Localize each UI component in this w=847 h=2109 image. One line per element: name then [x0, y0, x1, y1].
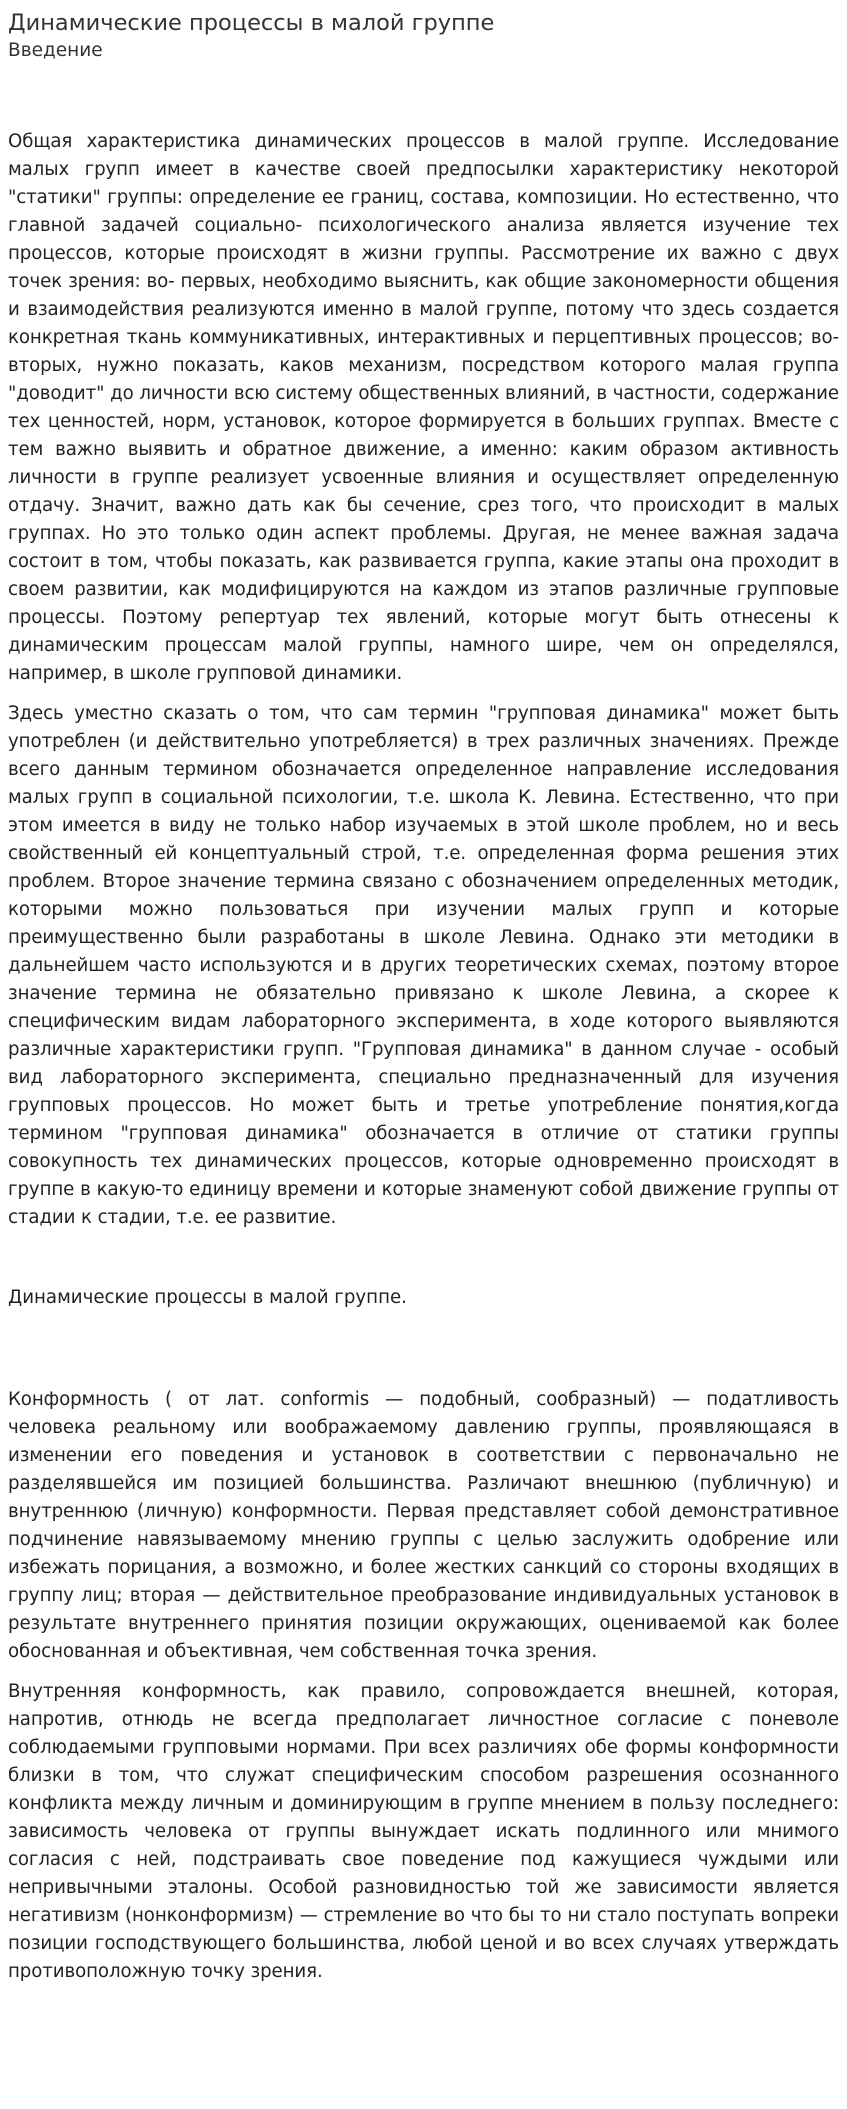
section-heading: Динамические процессы в малой группе.: [8, 1287, 407, 1308]
intro-paragraph-2: Здесь уместно сказать о том, что сам термин "групповая динамика" может быть употреблен (и действительно употребляется) в трех различных значениях. Прежде всего данным термином обозначается определенное направление исследования малых групп в социальной психологии, т.е. школа К. Левина. Естественно, что при этом имеется в виду не только набор изучаемых в этой школе проблем, но и весь свойственный ей концептуальный строй, т.е. определенная форма решения этих проблем. Второе значение термина связано с обозначением определенных методик, которыми можно пользоваться при изучении малых групп и которые преимущественно были разработаны в школе Левина. Однако эти методики в дальнейшем часто используются и в других теоретических схемах, поэтому второе значение термина не обязательно привязано к школе Левина, а скорее к специфическим видам лабораторного эксперимента, в ходе которого выявляются различные характеристики групп. "Групповая динамика" в данном случае - особый вид лабораторного эксперимента, специально предназначенный для изучения групповых процессов. Но может быть и третье употребление понятия,когда термином "групповая динамика" обозначается в отличие от статики группы совокупность тех динамических процессов, которые одновременно происходят в группе в какую-то единицу времени и которые знаменуют собой движение группы от стадии к стадии, т.е. ее развитие.: [8, 703, 839, 1228]
introduction-subtitle: Введение: [8, 40, 103, 61]
document-body: [8, 0, 839, 1986]
intro-paragraph-1: Общая характеристика динамических процессов в малой группе. Исследование малых групп имеет в качестве своей предпосылки характеристику некоторой "статики" группы: определение ее границ, состава, композиции. Но естественно, что главной задачей социально- психологического анализа является изучение тех процессов, которые происходят в жизни группы. Рассмотрение их важно с двух точек зрения: во- первых, необходимо выяснить, как общие закономерности общения и взаимодействия реализуются именно в малой группе, потому что здесь создается конкретная ткань коммуникативных, интерактивных и перцептивных процессов; во-вторых, нужно показать, каков механизм, посредством которого малая группа "доводит" до личности всю систему общественных влияний, в частности, содержание тех ценностей, норм, установок, которое формируется в больших группах. Вместе с тем важно выявить и обратное движение, а именно: каким образом активность личности в группе реализует усвоенные влияния и осуществляет определенную отдачу. Значит, важно дать как бы сечение, срез того, что происходит в малых группах. Но это только один аспект проблемы. Другая, не менее важная задача состоит в том, чтобы показать, как развивается группа, какие этапы она проходит в своем развитии, как модифицируются на каждом из этапов различные групповые процессы. Поэтому репертуар тех явлений, которые могут быть отнесены к динамическим процессам малой группы, намного шире, чем он определялся, например, в школе групповой динамики.: [8, 131, 839, 684]
document-title: Динамические процессы в малой группе: [8, 10, 495, 36]
conformity-paragraph-2: Внутренняя конформность, как правило, сопровождается внешней, которая, напротив, отнюдь не всегда предполагает личностное согласие с поневоле соблюдаемыми групповыми нормами. При всех различиях обе формы конформности близки в том, что служат специфическим способом разрешения осознанного конфликта между личным и доминирующим в группе мнением в пользу последнего: зависимость человека от группы вынуждает искать подлинного или мнимого согласия с ней, подстраивать свое поведение под кажущиеся чуждыми или непривычными эталоны. Особой разновидностью той же зависимости является негативизм (нонконформизм) — стремление во что бы то ни стало поступать вопреки позиции господствующего большинства, любой ценой и во всех случаях утверждать противоположную точку зрения.: [8, 1681, 839, 1982]
conformity-paragraph-1: Конформность ( от лат. conformis — подобный, сообразный) — податливость человека реальному или воображаемому давлению группы, проявляющаяся в изменении его поведения и установок в соответствии с первоначально не разделявшейся им позицией большинства. Различают внешнюю (публичную) и внутреннюю (личную) конформности. Первая представляет собой демонстративное подчинение навязываемому мнению группы с целью заслужить одобрение или избежать порицания, а возможно, и более жестких санкций со стороны входящих в группу лиц; вторая — действительное преобразование индивидуальных установок в результате внутреннего принятия позиции окружающих, оцениваемой как более обоснованная и объективная, чем собственная точка зрения.: [8, 1389, 839, 1662]
